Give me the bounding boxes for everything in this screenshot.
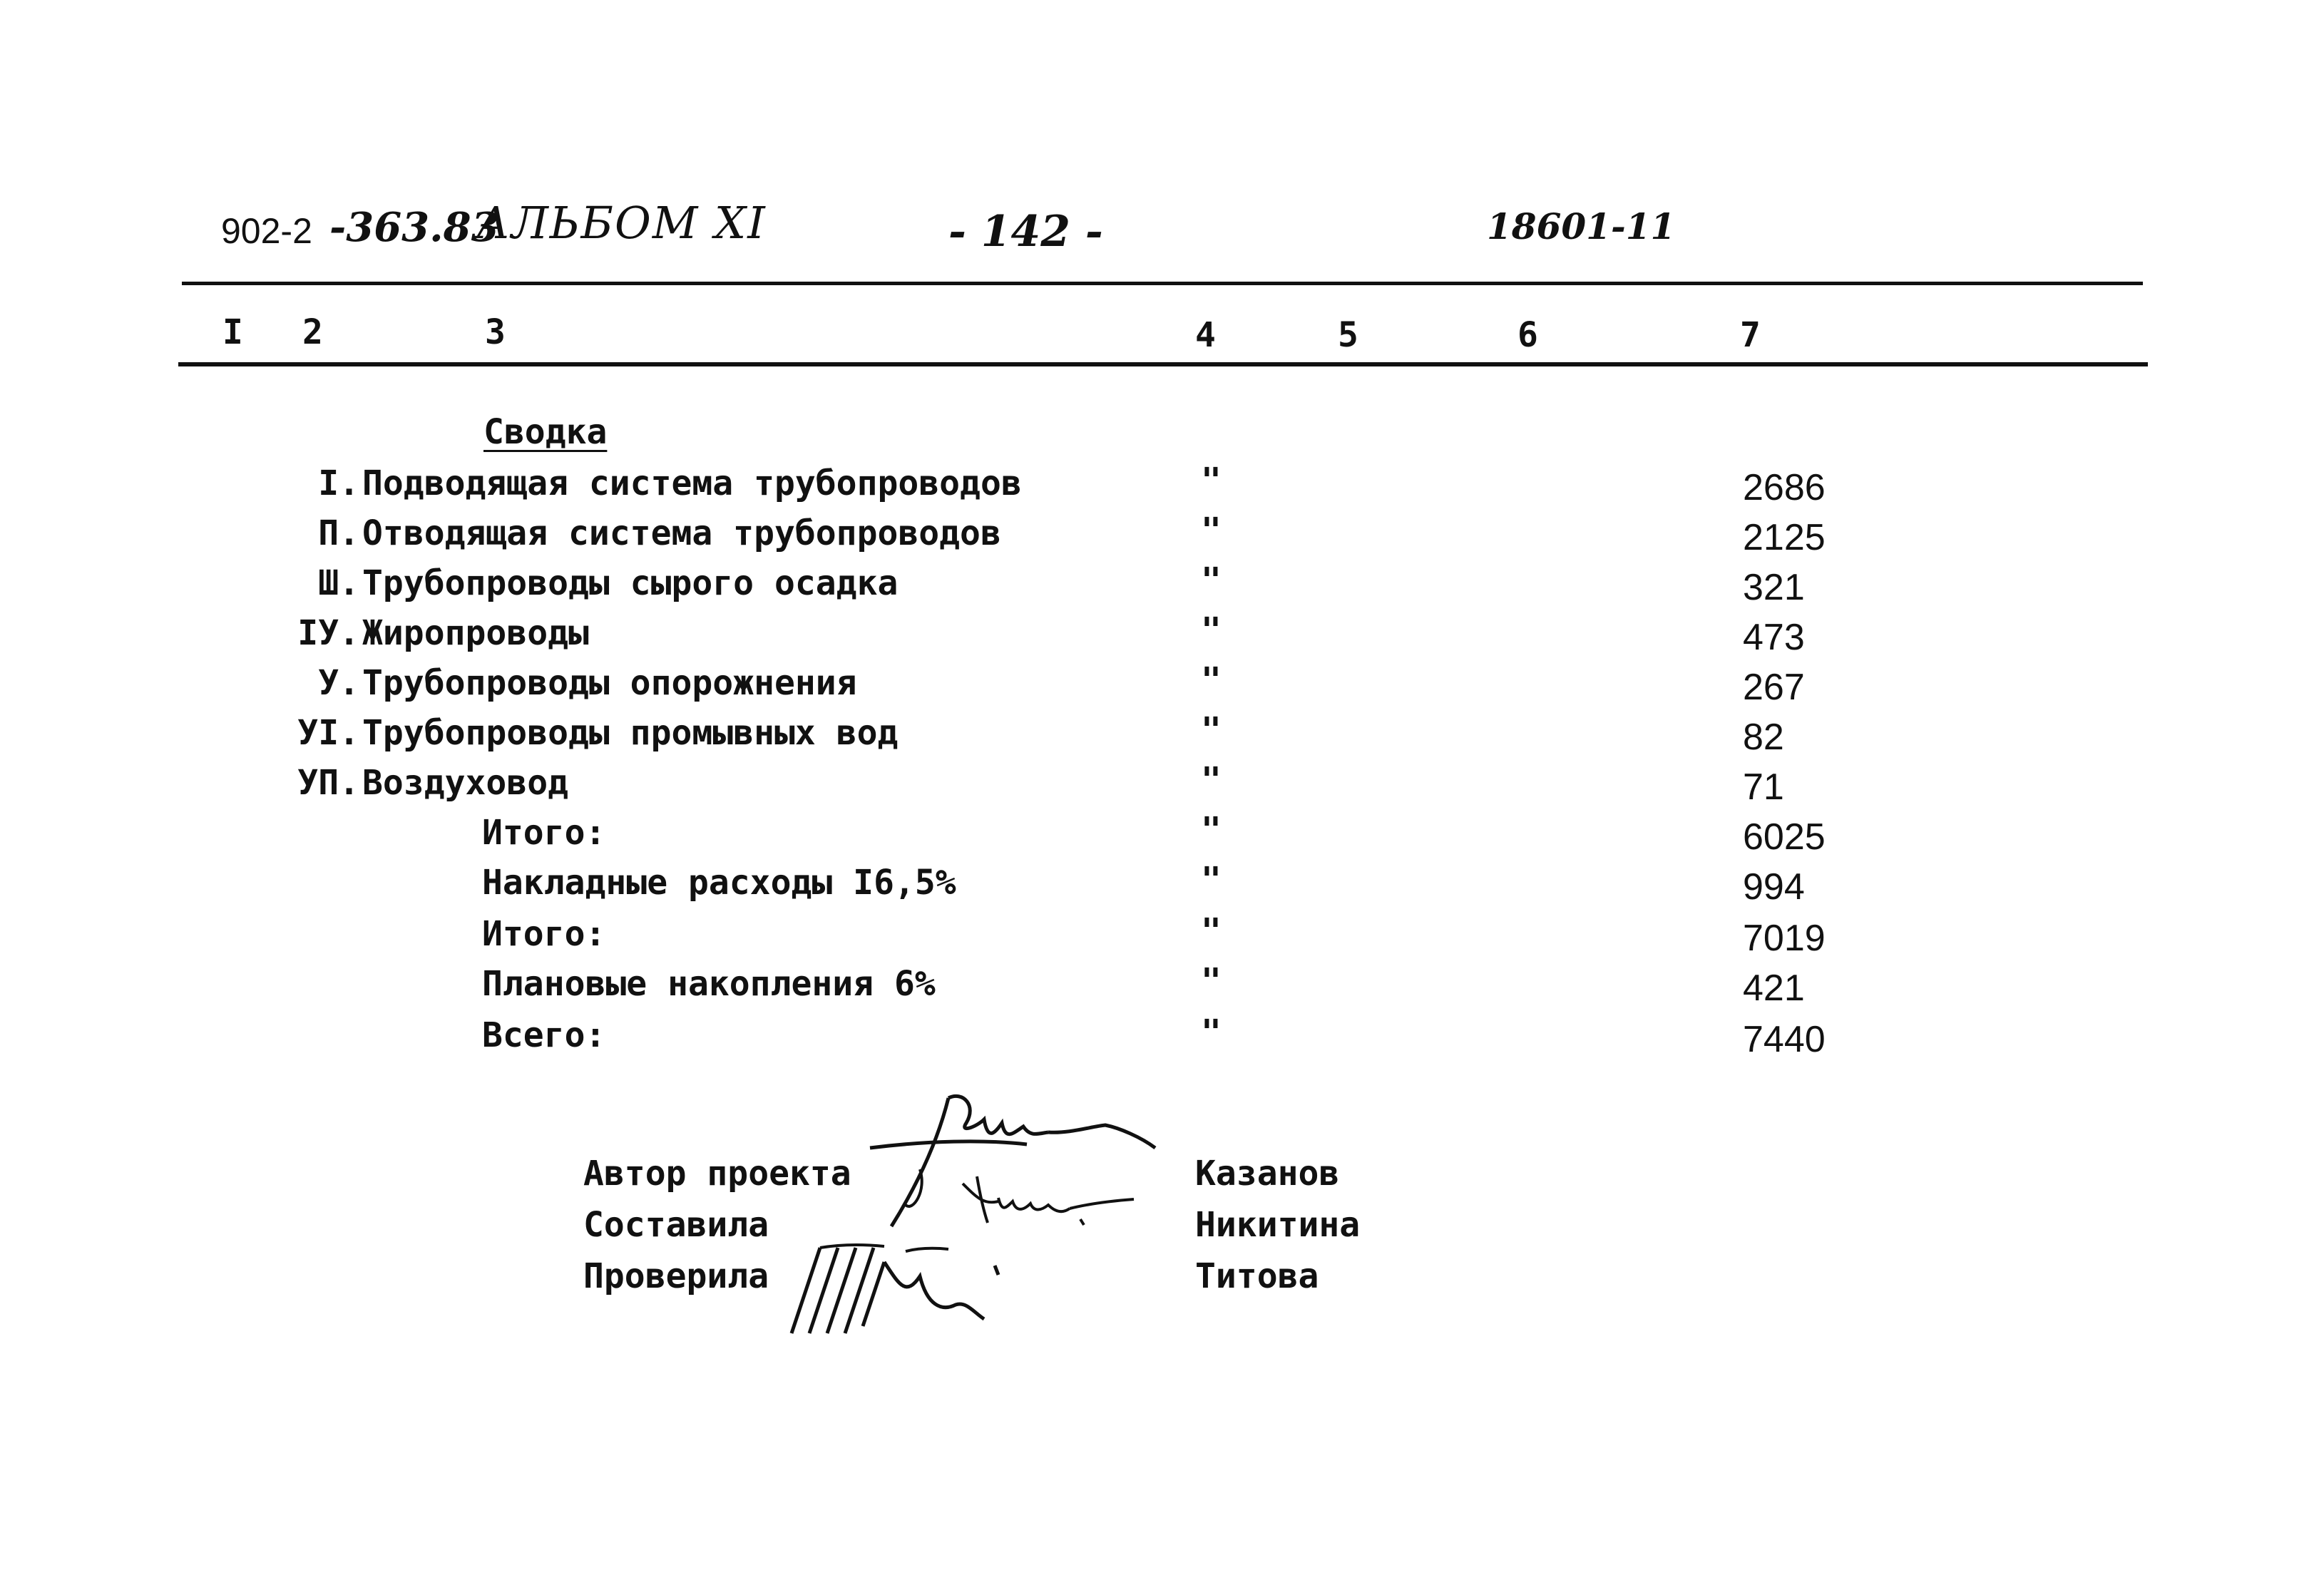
signature-name: Никитина [1195, 1205, 1361, 1245]
row-number: I. [318, 463, 359, 503]
row-name: Отводящая система трубопроводов [362, 513, 1001, 553]
row-name: Жиропроводы [362, 613, 589, 653]
album-label: АЛЬБОМ XI [476, 197, 767, 249]
total-label: Плановые накопления 6% [482, 964, 936, 1004]
ditto-mark: " [1201, 860, 1222, 900]
row-name: Воздуховод [362, 763, 568, 803]
ditto-mark: " [1201, 710, 1222, 750]
signature-name: Титова [1195, 1256, 1319, 1296]
summary-title: Сводка [483, 412, 608, 452]
row-number: П. [318, 513, 359, 553]
row-value: 267 [1743, 667, 1805, 708]
row-name: Трубопроводы сырого осадка [362, 563, 899, 603]
row-value: 473 [1743, 617, 1805, 658]
total-value: 994 [1743, 866, 1805, 908]
row-number: IУ. [297, 613, 359, 653]
ditto-mark: " [1201, 961, 1222, 1001]
row-number: УI. [297, 713, 359, 753]
row-name: Трубопроводы опорожнения [362, 663, 857, 703]
page-number: - 142 - [948, 207, 1103, 257]
column-header: 2 [302, 312, 323, 352]
ditto-mark: " [1201, 810, 1222, 850]
total-value: 7440 [1743, 1019, 1826, 1060]
column-header: I [222, 312, 243, 352]
document-code-printed: 902-2 [221, 211, 312, 251]
row-value: 2125 [1743, 517, 1826, 558]
row-number: УП. [297, 763, 359, 803]
ditto-mark: " [1201, 610, 1222, 650]
checker-signature [777, 1233, 1027, 1340]
ditto-mark: " [1201, 511, 1222, 550]
signature-name: Казанов [1195, 1154, 1340, 1194]
document-code-handwritten: -363.83 [329, 204, 499, 251]
row-number: У. [318, 663, 359, 703]
total-value: 6025 [1743, 816, 1826, 858]
total-value: 421 [1743, 968, 1805, 1009]
column-header: 3 [485, 312, 506, 352]
total-label: Итого: [482, 914, 606, 954]
header-rule-top [182, 282, 2143, 285]
total-label: Всего: [482, 1015, 606, 1055]
row-number: Ш. [318, 563, 359, 603]
ditto-mark: " [1201, 760, 1222, 800]
total-label: Накладные расходы I6,5% [482, 863, 956, 903]
signature-role: Автор проекта [583, 1154, 851, 1194]
row-value: 2686 [1743, 467, 1826, 508]
row-value: 82 [1743, 717, 1784, 758]
row-value: 71 [1743, 766, 1784, 808]
document-number: 18601-11 [1487, 205, 1676, 247]
ditto-mark: " [1201, 560, 1222, 600]
ditto-mark: " [1201, 1012, 1222, 1052]
row-name: Подводящая система трубопроводов [362, 463, 1022, 503]
total-label: Итого: [482, 813, 606, 853]
column-header: 7 [1740, 315, 1761, 355]
signature-role: Проверила [583, 1256, 769, 1296]
signature-role: Составила [583, 1205, 769, 1245]
row-name: Трубопроводы промывных вод [362, 713, 899, 753]
column-header: 4 [1195, 315, 1216, 355]
total-value: 7019 [1743, 918, 1826, 959]
row-value: 321 [1743, 567, 1805, 608]
ditto-mark: " [1201, 660, 1222, 700]
column-header: 5 [1338, 315, 1358, 355]
header-rule-bottom [178, 362, 2148, 366]
ditto-mark: " [1201, 461, 1222, 501]
column-header: 6 [1517, 315, 1538, 355]
ditto-mark: " [1201, 911, 1222, 951]
